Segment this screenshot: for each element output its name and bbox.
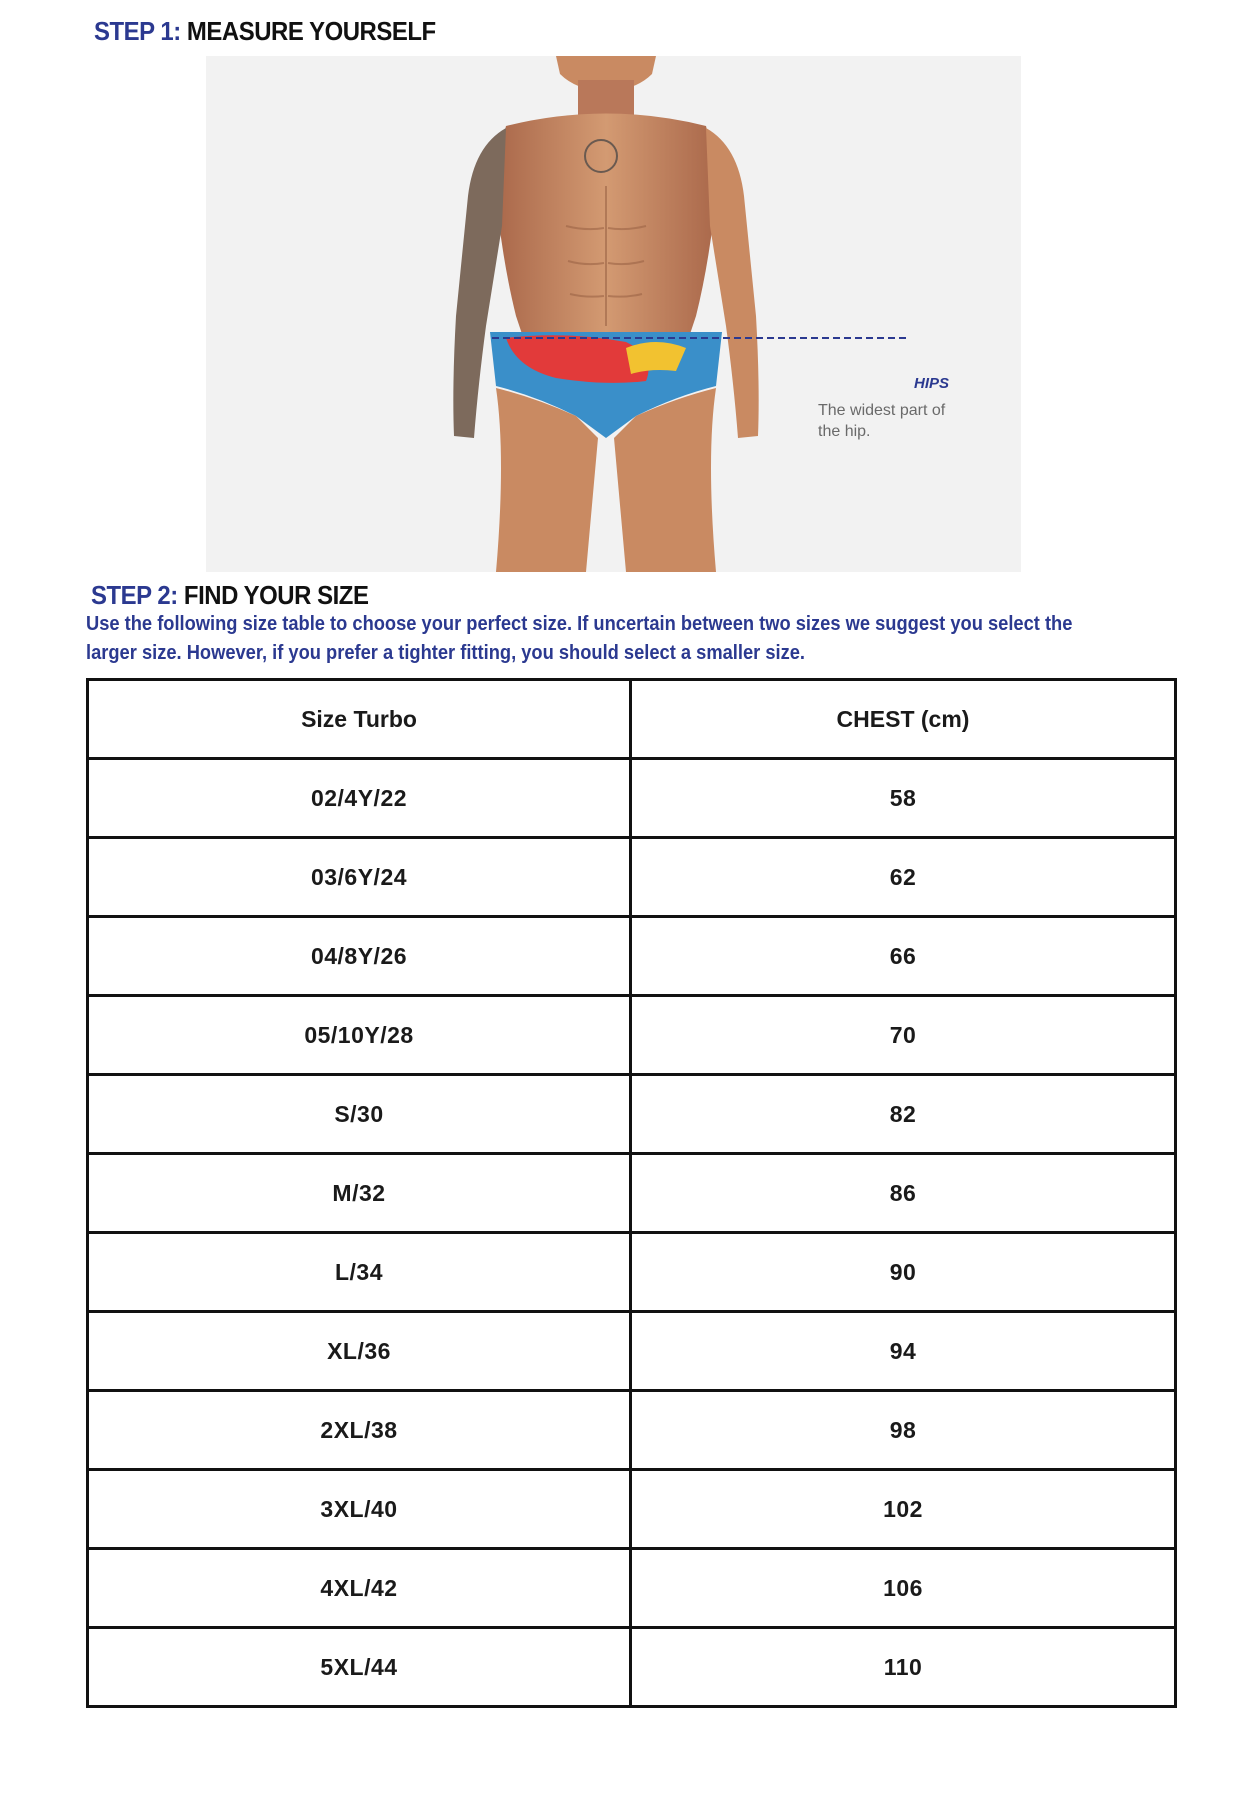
chest-cell: 70 xyxy=(631,996,1176,1075)
table-header-row xyxy=(88,680,1176,759)
table-row xyxy=(88,838,1176,917)
table-row xyxy=(88,1391,1176,1470)
chest-cell: 66 xyxy=(631,917,1176,996)
chest-cell: 90 xyxy=(631,1233,1176,1312)
table-row xyxy=(88,1312,1176,1391)
hips-label: HIPS xyxy=(914,375,950,392)
size-cell: 4XL/42 xyxy=(88,1549,631,1628)
step1-title: MEASURE YOURSELF xyxy=(186,16,436,46)
step2-heading xyxy=(91,580,368,611)
chest-cell: 62 xyxy=(631,838,1176,917)
measurement-photo xyxy=(206,56,1021,572)
header-size: Size Turbo xyxy=(88,680,631,759)
header-chest: CHEST (cm) xyxy=(631,680,1176,759)
size-cell: 3XL/40 xyxy=(88,1470,631,1549)
chest-cell: 102 xyxy=(631,1470,1176,1549)
table-row xyxy=(88,917,1176,996)
model-illustration xyxy=(206,56,1021,572)
step1-heading xyxy=(94,16,436,47)
table-row xyxy=(88,759,1176,838)
size-cell: 05/10Y/28 xyxy=(88,996,631,1075)
chest-cell: 82 xyxy=(631,1075,1176,1154)
step2-number: STEP 2: xyxy=(91,580,178,610)
table-row xyxy=(88,1075,1176,1154)
size-cell: L/34 xyxy=(88,1233,631,1312)
size-cell: XL/36 xyxy=(88,1312,631,1391)
size-table xyxy=(86,678,1177,1708)
chest-cell: 94 xyxy=(631,1312,1176,1391)
hips-description: The widest part of the hip. xyxy=(818,402,946,440)
table-row xyxy=(88,1628,1176,1707)
size-cell: S/30 xyxy=(88,1075,631,1154)
step1-number: STEP 1: xyxy=(94,16,181,46)
table-row xyxy=(88,1470,1176,1549)
table-row xyxy=(88,996,1176,1075)
size-cell: 03/6Y/24 xyxy=(88,838,631,917)
chest-cell: 86 xyxy=(631,1154,1176,1233)
table-row xyxy=(88,1233,1176,1312)
step2-title: FIND YOUR SIZE xyxy=(183,580,369,610)
chest-cell: 98 xyxy=(631,1391,1176,1470)
size-instructions: Use the following size table to choose your perfect size. If uncertain between two sizes we suggest you select the larger size. However, if you prefer a tighter fitting, you should select a smaller size. xyxy=(86,613,1073,664)
chest-cell: 106 xyxy=(631,1549,1176,1628)
size-cell: 04/8Y/26 xyxy=(88,917,631,996)
size-cell: 02/4Y/22 xyxy=(88,759,631,838)
table-row xyxy=(88,1549,1176,1628)
size-cell: 2XL/38 xyxy=(88,1391,631,1470)
chest-cell: 58 xyxy=(631,759,1176,838)
chest-cell: 110 xyxy=(631,1628,1176,1707)
size-cell: 5XL/44 xyxy=(88,1628,631,1707)
table-row xyxy=(88,1154,1176,1233)
size-cell: M/32 xyxy=(88,1154,631,1233)
